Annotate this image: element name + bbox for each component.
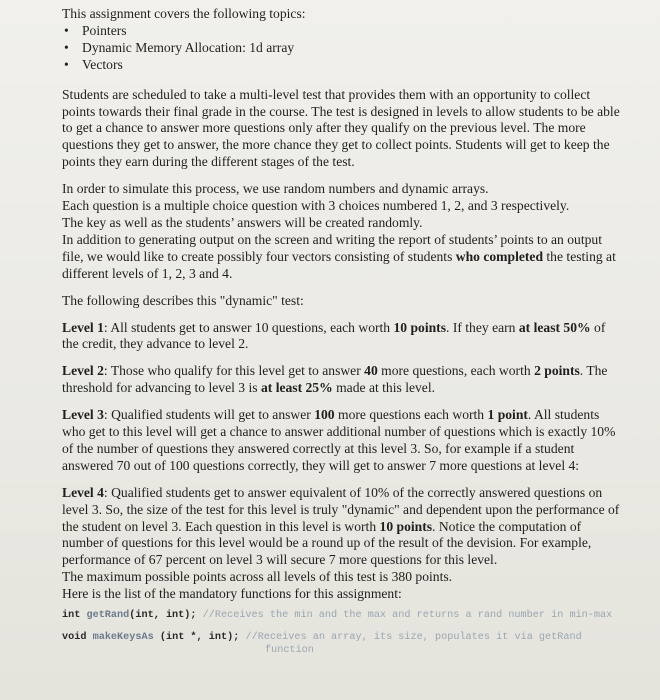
topic-item: • Vectors: [64, 56, 123, 72]
function-getrand: int getRand(int, int); //Receives the min and the max and returns a rand number in min-max: [62, 610, 613, 622]
level-3-paragraph: Level 3: Qualified students will get to answer 100 more questions each worth 1 point. All students who get to this level will get a chance to answer additional number of questions which is exactly 10% of the number of questions they answered correctly at this level 3. So, for example if a student answered 70 out of 100 questions correctly, they will get to answer 7 more questions at level 4:: [62, 407, 616, 473]
function-list: [62, 609, 624, 657]
intro-paragraph: Students are scheduled to take a multi-level test that provides them with an opportunity to collect points towards their final grade in the course. The test is designed in levels to allow students to be able to get a chance to answer more questions only after they qualify on the previous level. The more questions they get to answer, the more chance they get to collect points. Students will get to keep the points they earn during the different stages of the test.: [62, 86, 620, 170]
bullet-icon: •: [64, 56, 69, 72]
function-makekeysas: void makeKeysAs (int *, int); //Receives an array, its size, populates it via getRand: [62, 632, 582, 644]
level-4-label: Level 4: [62, 484, 104, 500]
functions-intro-line: Here is the list of the mandatory functions for this assignment:: [62, 586, 402, 602]
level-3-label: Level 3: [62, 407, 104, 423]
level-4-paragraph: Level 4: Qualified students get to answer equivalent of 10% of the correctly answered questions on level 3. So, the size of the test for this level is truly "dynamic" and dependent upon the performance of the student on level 3. Each question in this level is worth 10 points. Notice the computation of number of questions for this level would be a round up of the result of the devision. For example, performance of 67 percent on level 3 will secure 7 more questions for this level.: [62, 484, 620, 568]
level-1-label: Level 1: [62, 319, 104, 335]
topic-item: • Dynamic Memory Allocation: 1d array: [64, 39, 295, 55]
simulation-paragraph: In order to simulate this process, we use random numbers and dynamic arrays. Each question is a multiple choice question with 3 choices numbered 1, 2, and 3 respectively. The key as well as the students’ answers will be created randomly. In addition to generating output on the screen and writing the report of students’ points to an output file, we would like to create possibly four vectors consisting of students who completed the testing at different levels of 1, 2, 3 and 4.: [62, 181, 616, 281]
level-2-paragraph: Level 2: Those who qualify for this level get to answer 40 more questions, each worth 2 points. The threshold for advancing to level 3 is at least 25% made at this level.: [62, 363, 608, 396]
level-2-label: Level 2: [62, 363, 104, 379]
function-comment-continuation: function: [265, 645, 314, 657]
level-1-paragraph: Level 1: All students get to answer 10 questions, each worth 10 points. If they earn at least 50% of the credit, they advance to level 2.: [62, 319, 606, 352]
topics-heading: This assignment covers the following topics:: [62, 6, 306, 21]
topics-list: [62, 23, 624, 74]
topic-item: • Pointers: [64, 22, 127, 38]
describes-line: The following describes this "dynamic" test:: [62, 292, 304, 308]
bullet-icon: •: [64, 39, 69, 55]
bullet-icon: •: [64, 22, 69, 38]
max-points-line: The maximum possible points across all levels of this test is 380 points.: [62, 569, 453, 585]
